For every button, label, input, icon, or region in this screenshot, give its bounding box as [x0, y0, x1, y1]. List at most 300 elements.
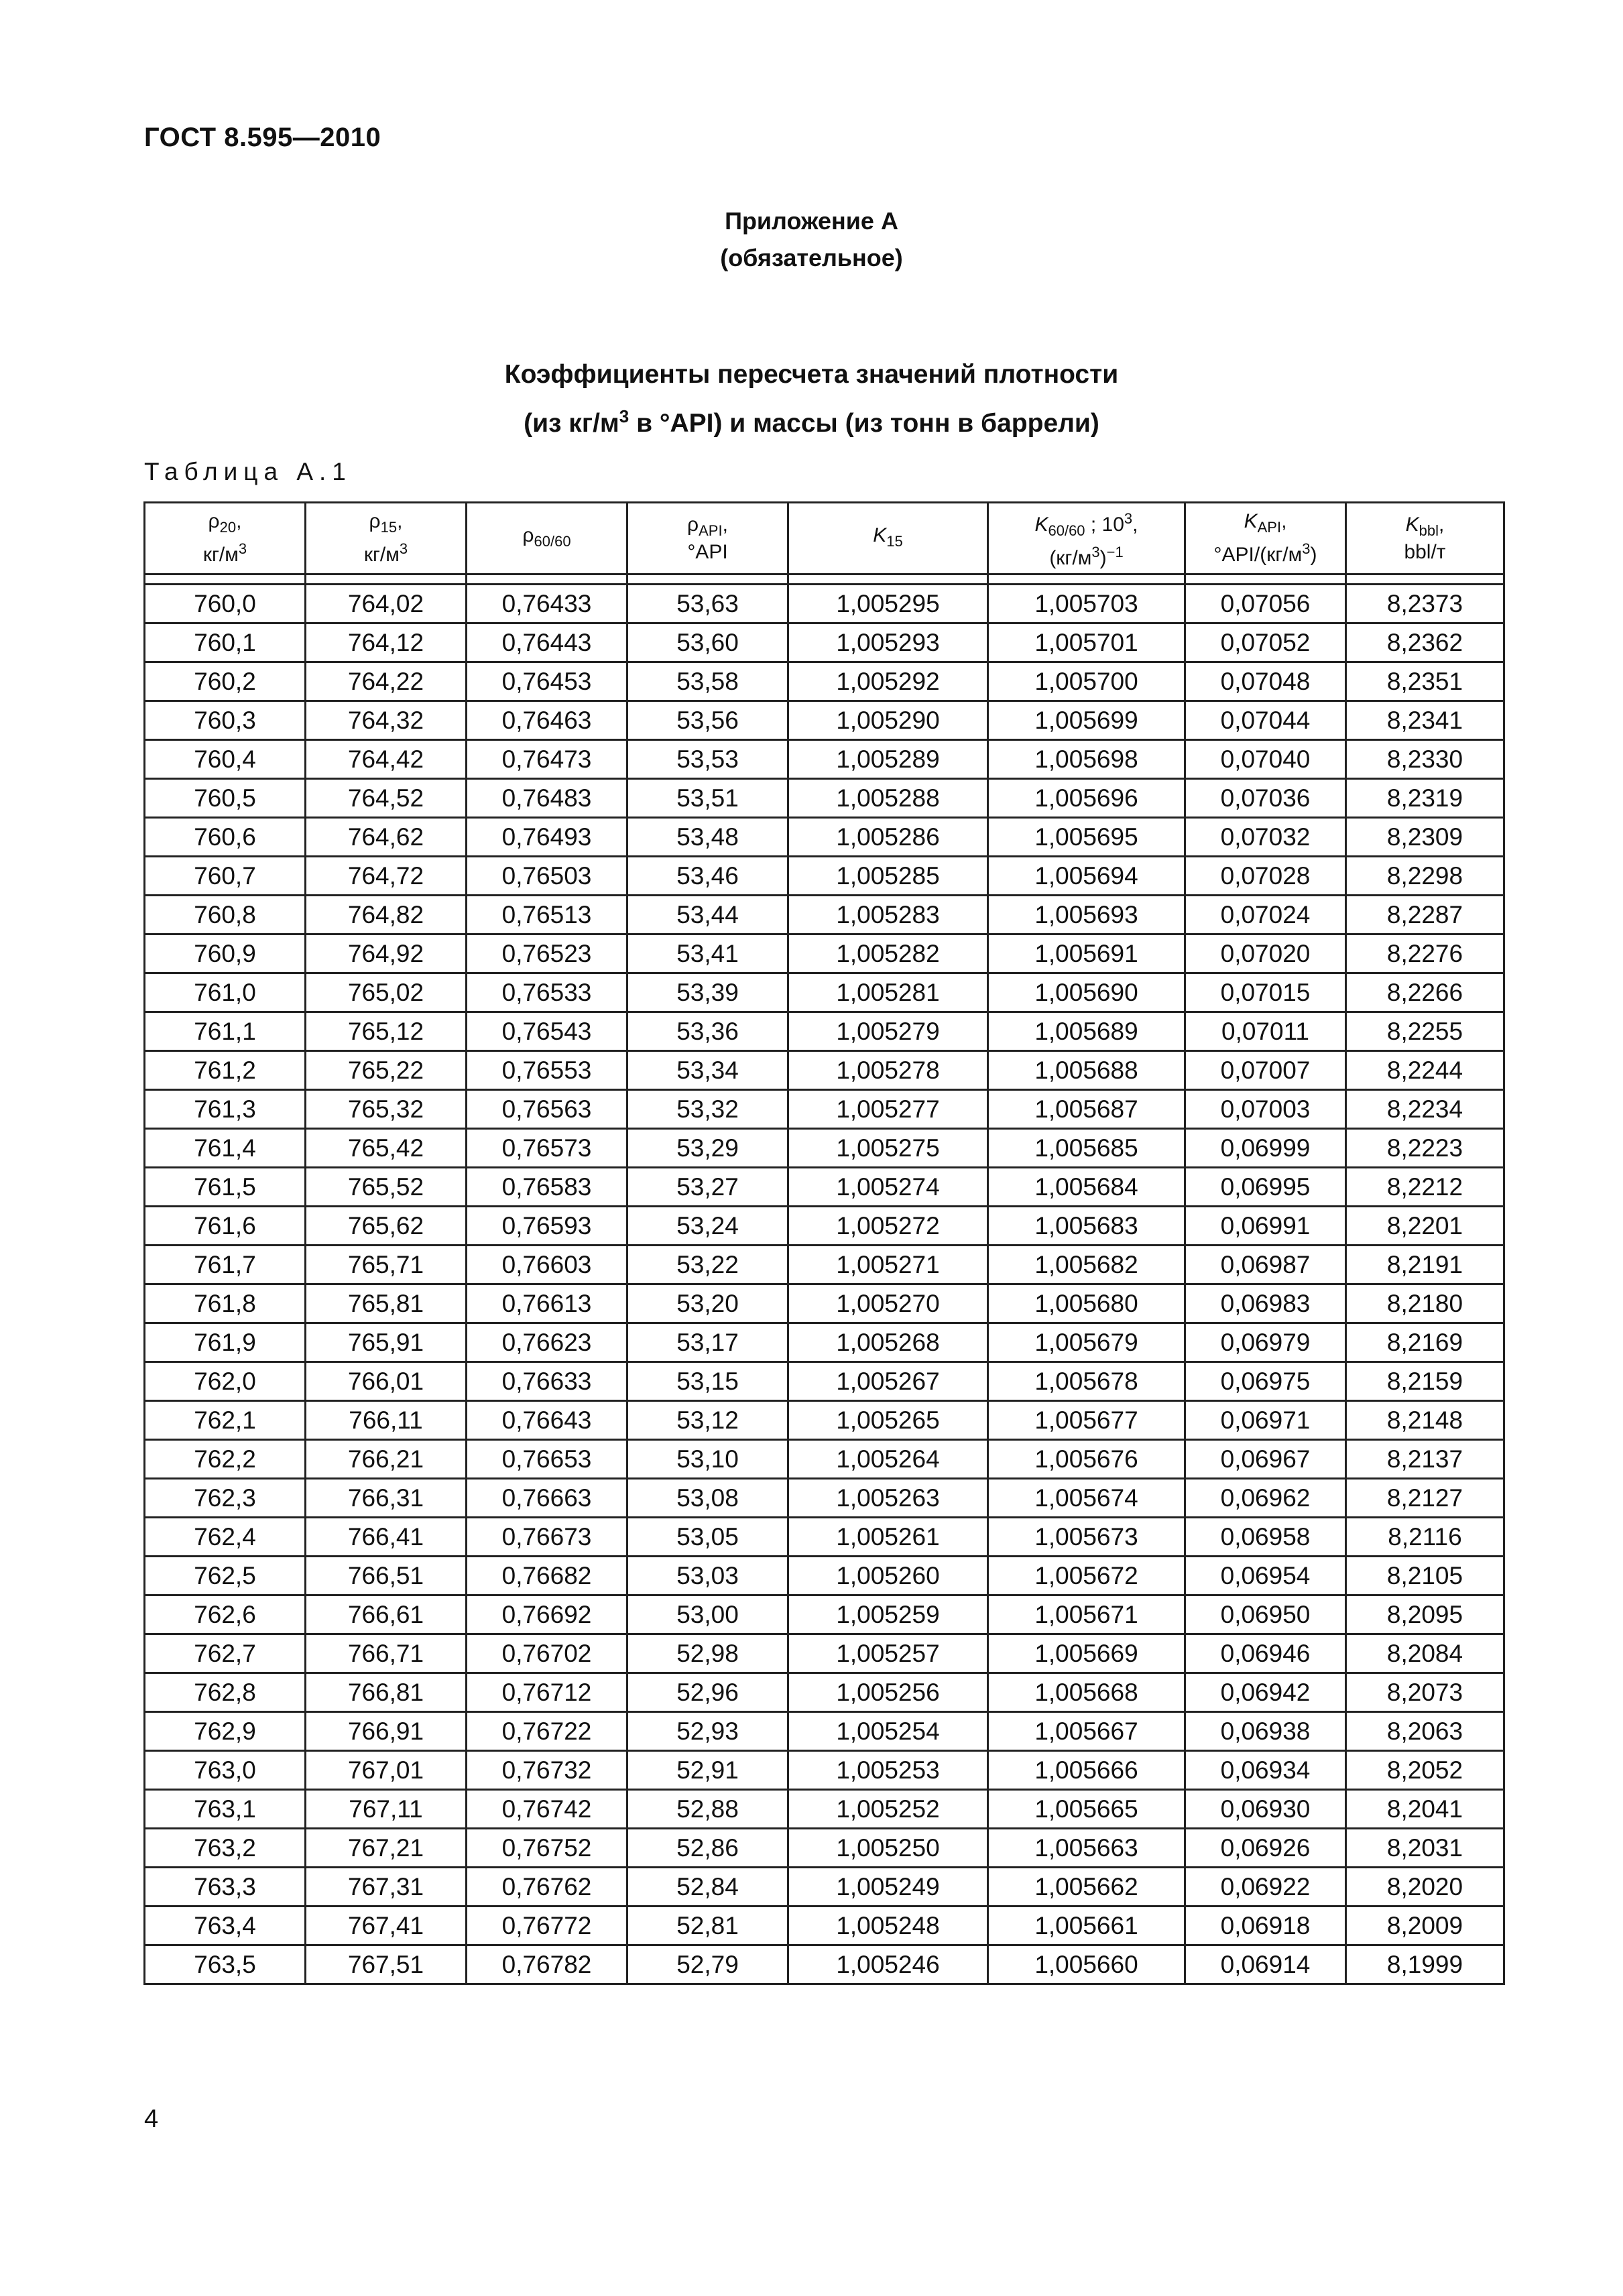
table-cell: 0,07024 [1185, 896, 1346, 934]
table-cell: 1,005275 [788, 1129, 988, 1168]
table-cell: 8,2159 [1346, 1362, 1504, 1401]
table-cell: 8,2351 [1346, 662, 1504, 701]
table-cell: 766,41 [306, 1518, 467, 1557]
table-cell: 1,005665 [988, 1790, 1185, 1829]
table-cell: 0,76633 [467, 1362, 627, 1401]
table-cell: 0,76613 [467, 1284, 627, 1323]
table-cell: 762,8 [145, 1673, 306, 1712]
table-cell: 1,005283 [788, 896, 988, 934]
table-cell: 8,2201 [1346, 1207, 1504, 1246]
table-cell: 1,005698 [988, 740, 1185, 779]
table-cell: 0,06967 [1185, 1440, 1346, 1479]
table-cell: 8,2266 [1346, 973, 1504, 1012]
header-rho6060: $\rho_{60/60}$ [467, 503, 627, 575]
table-cell: 1,005701 [988, 623, 1185, 662]
table-cell: 1,005254 [788, 1712, 988, 1751]
table-cell: 0,06983 [1185, 1284, 1346, 1323]
table-cell: 1,005268 [788, 1323, 988, 1362]
table-cell: 1,005691 [988, 934, 1185, 973]
table-cell: 8,2255 [1346, 1012, 1504, 1051]
table-cell: 53,17 [627, 1323, 788, 1362]
table-cell: 0,07011 [1185, 1012, 1346, 1051]
table-cell: 1,005271 [788, 1246, 988, 1284]
header-k6060: $K_{60/60}$ ; $10^3$, $(кг/м^3)^{-1}$ [988, 503, 1185, 575]
table-cell: 1,005257 [788, 1634, 988, 1673]
table-row [145, 1595, 1504, 1634]
table-row [145, 973, 1504, 1012]
table-row [145, 701, 1504, 740]
table-cell: 765,71 [306, 1246, 467, 1284]
table-cell: 8,2169 [1346, 1323, 1504, 1362]
table-row [145, 779, 1504, 818]
table-row [145, 1440, 1504, 1479]
table-cell: 8,2116 [1346, 1518, 1504, 1557]
table-cell: 0,76443 [467, 623, 627, 662]
table-cell: 760,3 [145, 701, 306, 740]
table-row [145, 1012, 1504, 1051]
table-cell: 53,63 [627, 585, 788, 623]
table-cell: 760,8 [145, 896, 306, 934]
table-cell: 0,06987 [1185, 1246, 1346, 1284]
table-cell: 1,005295 [788, 585, 988, 623]
table-cell: 764,42 [306, 740, 467, 779]
title-line-2: (из $кг/м^3$ в °API) и массы (из тонн в баррели) [524, 406, 1099, 438]
table-cell: 8,2330 [1346, 740, 1504, 779]
table-cell: 765,42 [306, 1129, 467, 1168]
table-cell: 764,72 [306, 857, 467, 896]
table-cell: 8,2287 [1346, 896, 1504, 934]
table-cell: 0,76513 [467, 896, 627, 934]
table-row [145, 585, 1504, 623]
table-cell: 760,1 [145, 623, 306, 662]
table-cell: 766,71 [306, 1634, 467, 1673]
table-cell: 1,005264 [788, 1440, 988, 1479]
table-cell: 8,2137 [1346, 1440, 1504, 1479]
table-cell: 53,39 [627, 973, 788, 1012]
table-cell: 0,76543 [467, 1012, 627, 1051]
table-cell: 764,52 [306, 779, 467, 818]
table-cell: 0,76623 [467, 1323, 627, 1362]
table-cell: 761,7 [145, 1246, 306, 1284]
table-cell: 0,06962 [1185, 1479, 1346, 1518]
table-row [145, 1829, 1504, 1868]
table-row [145, 1518, 1504, 1557]
table-cell: 761,8 [145, 1284, 306, 1323]
table-cell: 0,76563 [467, 1090, 627, 1129]
table-cell: 0,76453 [467, 662, 627, 701]
table-cell: 0,76643 [467, 1401, 627, 1440]
table-cell: 1,005265 [788, 1401, 988, 1440]
table-cell: 767,21 [306, 1829, 467, 1868]
table-cell: 0,76573 [467, 1129, 627, 1168]
table-row [145, 818, 1504, 857]
table-cell: 1,005694 [988, 857, 1185, 896]
table-cell: 1,005272 [788, 1207, 988, 1246]
table-cell: 53,60 [627, 623, 788, 662]
table-cell: 0,06918 [1185, 1907, 1346, 1945]
table-cell: 0,07044 [1185, 701, 1346, 740]
table-cell: 0,76463 [467, 701, 627, 740]
table-cell: 767,41 [306, 1907, 467, 1945]
table-cell: 0,76583 [467, 1168, 627, 1207]
table-cell: 762,0 [145, 1362, 306, 1401]
table-cell: 8,2148 [1346, 1401, 1504, 1440]
table-cell: 1,005690 [988, 973, 1185, 1012]
table-cell: 763,5 [145, 1945, 306, 1984]
table-cell: 53,05 [627, 1518, 788, 1557]
table-cell: 8,2244 [1346, 1051, 1504, 1090]
table-cell: 0,76553 [467, 1051, 627, 1090]
table-cell: 1,005687 [988, 1090, 1185, 1129]
table-cell: 0,06930 [1185, 1790, 1346, 1829]
table-cell: 1,005278 [788, 1051, 988, 1090]
document-title [0, 354, 1623, 444]
table-cell: 762,5 [145, 1557, 306, 1595]
table-cell: 1,005696 [988, 779, 1185, 818]
table-cell: 764,92 [306, 934, 467, 973]
header-kbbl: $K_{bbl}$, bbl/т [1346, 503, 1504, 575]
table-cell: 1,005263 [788, 1479, 988, 1518]
table-cell: 1,005682 [988, 1246, 1185, 1284]
table-row [145, 1557, 1504, 1595]
table-cell: 0,06914 [1185, 1945, 1346, 1984]
table-cell: 8,2084 [1346, 1634, 1504, 1673]
table-cell: 1,005668 [988, 1673, 1185, 1712]
table-cell: 53,48 [627, 818, 788, 857]
table-cell: 0,07036 [1185, 779, 1346, 818]
table-cell: 53,41 [627, 934, 788, 973]
table-cell: 53,36 [627, 1012, 788, 1051]
table-cell: 0,76732 [467, 1751, 627, 1790]
table-cell: 764,32 [306, 701, 467, 740]
table-cell: 766,61 [306, 1595, 467, 1634]
table-cell: 1,005249 [788, 1868, 988, 1907]
table-cell: 1,005248 [788, 1907, 988, 1945]
table-cell: 0,06946 [1185, 1634, 1346, 1673]
table-cell: 0,76533 [467, 973, 627, 1012]
table-cell: 766,51 [306, 1557, 467, 1595]
header-rho15: $\rho_{15}$, $кг/м^3$ [306, 503, 467, 575]
table-cell: 1,005693 [988, 896, 1185, 934]
table-cell: 8,2031 [1346, 1829, 1504, 1868]
table-cell: 53,29 [627, 1129, 788, 1168]
table-cell: 8,2127 [1346, 1479, 1504, 1518]
table-label: Таблица А.1 [144, 458, 352, 485]
table-cell: 0,06995 [1185, 1168, 1346, 1207]
table-cell: 763,0 [145, 1751, 306, 1790]
table-row [145, 1790, 1504, 1829]
annex-status: (обязательное) [720, 244, 903, 271]
table-cell: 767,01 [306, 1751, 467, 1790]
table-cell: 0,06954 [1185, 1557, 1346, 1595]
table-cell: 8,2223 [1346, 1129, 1504, 1168]
table-cell: 767,31 [306, 1868, 467, 1907]
table-row [145, 1246, 1504, 1284]
table-cell: 53,24 [627, 1207, 788, 1246]
table-cell: 0,76503 [467, 857, 627, 896]
table-cell: 765,22 [306, 1051, 467, 1090]
table-cell: 52,91 [627, 1751, 788, 1790]
table-cell: 53,51 [627, 779, 788, 818]
table-cell: 8,1999 [1346, 1945, 1504, 1984]
table-cell: 1,005277 [788, 1090, 988, 1129]
table-cell: 1,005671 [988, 1595, 1185, 1634]
table-header-row [145, 503, 1504, 575]
header-kapi: $K_{API}$, $^\circ API/(кг/м^3)$ [1185, 503, 1346, 575]
table-cell: 0,06991 [1185, 1207, 1346, 1246]
table-cell: 8,2052 [1346, 1751, 1504, 1790]
table-cell: 760,2 [145, 662, 306, 701]
table-cell: 761,6 [145, 1207, 306, 1246]
table-row [145, 1323, 1504, 1362]
table-cell: 761,0 [145, 973, 306, 1012]
table-cell: 1,005695 [988, 818, 1185, 857]
table-cell: 53,10 [627, 1440, 788, 1479]
table-cell: 0,06958 [1185, 1518, 1346, 1557]
table-cell: 1,005252 [788, 1790, 988, 1829]
table-cell: 1,005267 [788, 1362, 988, 1401]
table-cell: 0,76752 [467, 1829, 627, 1868]
table-cell: 8,2191 [1346, 1246, 1504, 1284]
table-cell: 761,1 [145, 1012, 306, 1051]
table-cell: 765,32 [306, 1090, 467, 1129]
table-cell: 0,76722 [467, 1712, 627, 1751]
table-cell: 52,93 [627, 1712, 788, 1751]
table-cell: 0,07028 [1185, 857, 1346, 896]
table-cell: 761,3 [145, 1090, 306, 1129]
table-cell: 1,005250 [788, 1829, 988, 1868]
table-cell: 0,07020 [1185, 934, 1346, 973]
table-cell: 761,4 [145, 1129, 306, 1168]
table-cell: 1,005700 [988, 662, 1185, 701]
table-cell: 1,005261 [788, 1518, 988, 1557]
table-cell: 52,96 [627, 1673, 788, 1712]
table-cell: 0,76692 [467, 1595, 627, 1634]
table-cell: 0,06999 [1185, 1129, 1346, 1168]
table-cell: 1,005285 [788, 857, 988, 896]
table-cell: 53,27 [627, 1168, 788, 1207]
table-cell: 53,12 [627, 1401, 788, 1440]
table-cell: 52,86 [627, 1829, 788, 1868]
table-cell: 0,07032 [1185, 818, 1346, 857]
table-row [145, 1673, 1504, 1712]
table-cell: 8,2362 [1346, 623, 1504, 662]
table-cell: 1,005662 [988, 1868, 1185, 1907]
table-cell: 8,2095 [1346, 1595, 1504, 1634]
table-row [145, 1945, 1504, 1984]
table-cell: 1,005279 [788, 1012, 988, 1051]
table-cell: 762,9 [145, 1712, 306, 1751]
table-cell: 765,81 [306, 1284, 467, 1323]
table-cell: 760,4 [145, 740, 306, 779]
page-number: 4 [144, 2105, 159, 2133]
table-cell: 8,2041 [1346, 1790, 1504, 1829]
table-cell: 1,005290 [788, 701, 988, 740]
table-cell: 53,46 [627, 857, 788, 896]
table-cell: 0,06971 [1185, 1401, 1346, 1440]
table-cell: 0,06926 [1185, 1829, 1346, 1868]
table-cell: 760,0 [145, 585, 306, 623]
table-cell: 765,62 [306, 1207, 467, 1246]
table-cell: 767,11 [306, 1790, 467, 1829]
table-cell: 0,76653 [467, 1440, 627, 1479]
table-row [145, 740, 1504, 779]
table-cell: 1,005253 [788, 1751, 988, 1790]
table-cell: 8,2020 [1346, 1868, 1504, 1907]
table-cell: 53,22 [627, 1246, 788, 1284]
table-cell: 763,4 [145, 1907, 306, 1945]
title-line-1: Коэффициенты пересчета значений плотности [504, 360, 1119, 389]
table-cell: 53,34 [627, 1051, 788, 1090]
table-cell: 53,58 [627, 662, 788, 701]
table-cell: 0,06942 [1185, 1673, 1346, 1712]
header-rho20: $\rho_{20}$, $кг/м^3$ [145, 503, 306, 575]
table-cell: 0,76483 [467, 779, 627, 818]
table-cell: 765,12 [306, 1012, 467, 1051]
table-cell: 1,005292 [788, 662, 988, 701]
table-row [145, 1907, 1504, 1945]
table-row [145, 623, 1504, 662]
conversion-table [143, 501, 1505, 1985]
table-cell: 8,2319 [1346, 779, 1504, 818]
table-row [145, 1634, 1504, 1673]
table-cell: 766,11 [306, 1401, 467, 1440]
table-cell: 0,07003 [1185, 1090, 1346, 1129]
table-row [145, 1712, 1504, 1751]
table-cell: 763,1 [145, 1790, 306, 1829]
table-cell: 1,005260 [788, 1557, 988, 1595]
table-cell: 762,4 [145, 1518, 306, 1557]
table-cell: 1,005661 [988, 1907, 1185, 1945]
table-cell: 0,76433 [467, 585, 627, 623]
table-cell: 0,07052 [1185, 623, 1346, 662]
table-cell: 1,005289 [788, 740, 988, 779]
table-cell: 760,6 [145, 818, 306, 857]
table-cell: 1,005282 [788, 934, 988, 973]
table-cell: 0,06950 [1185, 1595, 1346, 1634]
table-cell: 53,56 [627, 701, 788, 740]
table-cell: 1,005293 [788, 623, 988, 662]
table-cell: 53,03 [627, 1557, 788, 1595]
table-cell: 0,07007 [1185, 1051, 1346, 1090]
table-cell: 0,76712 [467, 1673, 627, 1712]
table-cell: 1,005703 [988, 585, 1185, 623]
header-separator [145, 575, 1504, 585]
table-cell: 8,2309 [1346, 818, 1504, 857]
table-cell: 763,2 [145, 1829, 306, 1868]
table-row [145, 662, 1504, 701]
table-cell: 0,76742 [467, 1790, 627, 1829]
table-cell: 53,53 [627, 740, 788, 779]
table-cell: 766,91 [306, 1712, 467, 1751]
table-row [145, 1207, 1504, 1246]
table-cell: 1,005685 [988, 1129, 1185, 1168]
table-cell: 0,76673 [467, 1518, 627, 1557]
table-cell: 0,07048 [1185, 662, 1346, 701]
table-cell: 8,2105 [1346, 1557, 1504, 1595]
table-cell: 1,005288 [788, 779, 988, 818]
table-cell: 762,3 [145, 1479, 306, 1518]
table-cell: 0,76473 [467, 740, 627, 779]
table-cell: 0,76762 [467, 1868, 627, 1907]
table-cell: 53,32 [627, 1090, 788, 1129]
table-cell: 1,005660 [988, 1945, 1185, 1984]
table-cell: 53,15 [627, 1362, 788, 1401]
table-cell: 8,2234 [1346, 1090, 1504, 1129]
table-cell: 767,51 [306, 1945, 467, 1984]
table-cell: 1,005673 [988, 1518, 1185, 1557]
table-row [145, 1479, 1504, 1518]
table-cell: 0,06979 [1185, 1323, 1346, 1362]
table-cell: 0,07040 [1185, 740, 1346, 779]
table-cell: 764,62 [306, 818, 467, 857]
header-k15: $K_{15}$ [788, 503, 988, 575]
annex-title: Приложение А [725, 207, 898, 235]
table-body [145, 575, 1504, 1984]
table-cell: 0,06938 [1185, 1712, 1346, 1751]
table-cell: 1,005679 [988, 1323, 1185, 1362]
table-row [145, 1868, 1504, 1907]
table-cell: 761,9 [145, 1323, 306, 1362]
table-cell: 0,76593 [467, 1207, 627, 1246]
table-cell: 53,00 [627, 1595, 788, 1634]
table-cell: 762,2 [145, 1440, 306, 1479]
table-cell: 0,06934 [1185, 1751, 1346, 1790]
table-cell: 53,44 [627, 896, 788, 934]
table-row [145, 896, 1504, 934]
table-cell: 760,7 [145, 857, 306, 896]
table-cell: 764,12 [306, 623, 467, 662]
table-cell: 1,005689 [988, 1012, 1185, 1051]
table-cell: 762,6 [145, 1595, 306, 1634]
table-cell: 1,005688 [988, 1051, 1185, 1090]
table-cell: 0,06922 [1185, 1868, 1346, 1907]
table-cell: 8,2009 [1346, 1907, 1504, 1945]
table-cell: 0,76523 [467, 934, 627, 973]
table-row [145, 1401, 1504, 1440]
annex-heading [0, 202, 1623, 276]
table-cell: 1,005680 [988, 1284, 1185, 1323]
table-cell: 52,98 [627, 1634, 788, 1673]
table-cell: 0,06975 [1185, 1362, 1346, 1401]
table-cell: 763,3 [145, 1868, 306, 1907]
table-cell: 8,2073 [1346, 1673, 1504, 1712]
table-cell: 1,005667 [988, 1712, 1185, 1751]
table-cell: 0,76782 [467, 1945, 627, 1984]
table-cell: 765,91 [306, 1323, 467, 1362]
table-cell: 0,76682 [467, 1557, 627, 1595]
table-cell: 1,005256 [788, 1673, 988, 1712]
table-cell: 1,005270 [788, 1284, 988, 1323]
table-cell: 8,2063 [1346, 1712, 1504, 1751]
table-cell: 1,005677 [988, 1401, 1185, 1440]
table-row [145, 1751, 1504, 1790]
table-cell: 8,2180 [1346, 1284, 1504, 1323]
table-cell: 0,76663 [467, 1479, 627, 1518]
table-row [145, 934, 1504, 973]
table-cell: 0,76702 [467, 1634, 627, 1673]
table-cell: 0,76772 [467, 1907, 627, 1945]
table-cell: 53,08 [627, 1479, 788, 1518]
table-row [145, 1284, 1504, 1323]
table-row [145, 1362, 1504, 1401]
table-cell: 764,22 [306, 662, 467, 701]
table-cell: 0,07056 [1185, 585, 1346, 623]
table-cell: 760,9 [145, 934, 306, 973]
table-cell: 52,84 [627, 1868, 788, 1907]
table-row [145, 1051, 1504, 1090]
table-cell: 8,2298 [1346, 857, 1504, 896]
